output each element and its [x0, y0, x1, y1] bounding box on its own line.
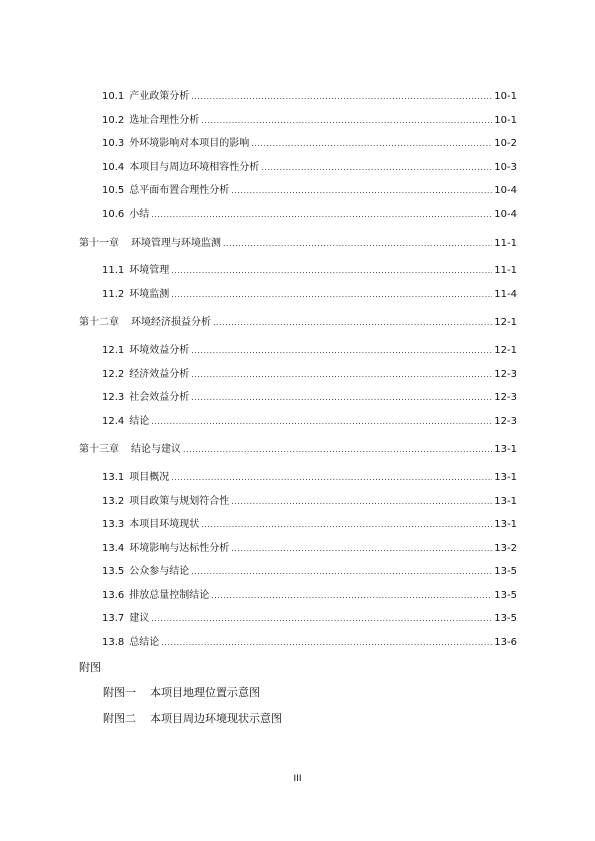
toc-section-entry[interactable]	[79, 262, 517, 286]
toc-entry-number: 10.1	[102, 91, 125, 102]
toc-entry-title: 项目政策与规划符合性	[129, 495, 230, 507]
appendix-item-label: 附图二	[103, 711, 136, 725]
toc-dot-leader	[231, 182, 492, 200]
appendix-item-title: 本项目地理位置示意图	[150, 685, 260, 699]
toc-entry-page: 13-1	[494, 444, 517, 456]
toc-section-entry[interactable]	[79, 634, 517, 658]
toc-section-entry[interactable]	[79, 182, 517, 206]
toc-entry-number: 13.1	[102, 471, 125, 483]
toc-entry-number: 13.8	[102, 637, 125, 649]
appendix-item[interactable]	[79, 680, 517, 706]
toc-entry-page: 13-1	[494, 519, 517, 531]
toc-entry-title: 经济效益分析	[129, 368, 190, 380]
appendix-item[interactable]	[79, 706, 517, 732]
toc-entry-number: 13.4	[102, 542, 125, 554]
toc-section-entry[interactable]	[79, 516, 517, 540]
toc-entry-title: 公众参与结论	[129, 566, 190, 578]
toc-dot-leader	[191, 366, 492, 384]
toc-entry-number: 10.4	[102, 161, 125, 173]
toc-entry-number: 13.7	[102, 613, 125, 625]
toc-entry-title: 环境影响与达标性分析	[129, 542, 230, 554]
toc-entry-title: 本项目与周边环境相容性分析	[129, 161, 260, 173]
toc-entry-number: 10.6	[102, 208, 125, 220]
toc-entry-number: 11.2	[102, 288, 125, 300]
toc-entry-page: 11-1	[494, 265, 517, 277]
toc-dot-leader	[171, 469, 492, 487]
toc-dot-leader	[171, 262, 492, 280]
toc-section-entry[interactable]	[79, 469, 517, 493]
toc-entry-title: 结论与建议	[131, 444, 181, 456]
toc-entry-number: 13.6	[102, 589, 125, 601]
toc-entry-page: 13-5	[494, 613, 517, 625]
toc-entry-title: 环境经济损益分析	[131, 317, 211, 329]
toc-entry-title: 社会效益分析	[129, 392, 190, 404]
toc-entry-number: 10.3	[102, 138, 125, 150]
toc-chapter-entry[interactable]	[79, 235, 517, 259]
appendix-item-title: 本项目周边环境现状示意图	[150, 711, 282, 725]
toc-section-entry[interactable]	[79, 88, 517, 112]
toc-section-entry[interactable]	[79, 112, 517, 136]
toc-entry-number: 第十二章	[79, 317, 119, 329]
toc-entry-page: 12-3	[494, 368, 517, 380]
toc-entry-title: 环境效益分析	[129, 344, 190, 356]
toc-entry-number: 第十三章	[79, 444, 119, 456]
toc-entry-title: 产业政策分析	[129, 91, 190, 102]
toc-section-entry[interactable]	[79, 563, 517, 587]
toc-section-entry[interactable]	[79, 135, 517, 159]
toc-entry-title: 环境管理	[129, 265, 170, 277]
toc-section-entry[interactable]	[79, 610, 517, 634]
toc-entry-title: 环境管理与环境监测	[131, 237, 221, 249]
toc-entry-page: 13-5	[494, 566, 517, 578]
toc-section-entry[interactable]	[79, 493, 517, 517]
toc-entry-page: 10-2	[494, 138, 517, 150]
toc-entry-page: 10-4	[494, 185, 517, 197]
toc-dot-leader	[191, 389, 492, 407]
toc-entry-number: 10.5	[102, 185, 125, 197]
toc-entry-number: 12.4	[102, 415, 125, 427]
toc-section-entry[interactable]	[79, 587, 517, 611]
toc-dot-leader	[161, 634, 492, 652]
toc-entry-number: 11.1	[102, 265, 125, 277]
toc-entry-page: 10-1	[494, 91, 517, 102]
appendix-heading: 附图	[79, 660, 101, 674]
toc-dot-leader	[183, 441, 492, 459]
page-number: III	[293, 774, 302, 784]
toc-dot-leader	[191, 88, 492, 106]
toc-dot-leader	[223, 235, 492, 253]
toc-dot-leader	[191, 342, 492, 360]
toc-entry-title: 环境监测	[129, 288, 170, 300]
toc-section-entry[interactable]	[79, 389, 517, 413]
toc-entry-title: 建议	[129, 613, 150, 625]
toc-dot-leader	[213, 314, 492, 332]
toc-entry-title: 小结	[129, 208, 150, 220]
appendix-list	[79, 680, 517, 732]
toc-section-entry[interactable]	[79, 286, 517, 310]
toc-dot-leader	[191, 563, 492, 581]
toc-chapter-entry[interactable]	[79, 441, 517, 465]
table-of-contents	[79, 88, 517, 732]
toc-entry-page: 13-5	[494, 589, 517, 601]
toc-entry-page: 13-6	[494, 637, 517, 649]
toc-section-entry[interactable]	[79, 206, 517, 230]
toc-dot-leader	[151, 413, 492, 431]
toc-entry-title: 选址合理性分析	[129, 114, 200, 126]
toc-entry-number: 第十一章	[79, 237, 119, 249]
toc-entry-page: 13-2	[494, 542, 517, 554]
toc-entry-title: 本项目环境现状	[129, 519, 200, 531]
toc-entry-page: 10-1	[494, 114, 517, 126]
toc-entry-title: 排放总量控制结论	[129, 589, 210, 601]
toc-dot-leader	[171, 286, 492, 304]
toc-entry-page: 10-3	[494, 161, 517, 173]
appendix-item-label: 附图一	[103, 685, 136, 699]
toc-entry-title: 结论	[129, 415, 150, 427]
toc-dot-leader	[151, 206, 492, 224]
toc-entry-number: 13.3	[102, 519, 125, 531]
toc-entry-title: 总平面布置合理性分析	[129, 185, 230, 197]
toc-section-entry[interactable]	[79, 159, 517, 183]
toc-entry-page: 11-1	[494, 237, 517, 249]
toc-entry-number: 12.1	[102, 344, 125, 356]
toc-entry-title: 外环境影响对本项目的影响	[129, 138, 250, 150]
toc-section-entry[interactable]	[79, 366, 517, 390]
toc-section-entry[interactable]	[79, 540, 517, 564]
toc-entry-page: 12-3	[494, 392, 517, 404]
toc-entry-page: 13-1	[494, 471, 517, 483]
toc-section-entry[interactable]	[79, 342, 517, 366]
toc-entry-title: 项目概况	[129, 471, 170, 483]
toc-section-entry[interactable]	[79, 413, 517, 437]
toc-entry-page: 13-1	[494, 495, 517, 507]
toc-dot-leader	[211, 587, 492, 605]
toc-entries	[79, 88, 517, 658]
toc-entry-number: 12.3	[102, 392, 125, 404]
toc-entry-number: 13.5	[102, 566, 125, 578]
toc-entry-number: 10.2	[102, 114, 125, 126]
toc-entry-number: 13.2	[102, 495, 125, 507]
toc-dot-leader	[231, 540, 492, 558]
toc-dot-leader	[261, 159, 492, 177]
toc-chapter-entry[interactable]	[79, 314, 517, 338]
toc-entry-title: 总结论	[129, 637, 160, 649]
toc-entry-page: 11-4	[494, 288, 517, 300]
toc-dot-leader	[251, 135, 492, 153]
toc-entry-page: 10-4	[494, 208, 517, 220]
toc-entry-number: 12.2	[102, 368, 125, 380]
toc-dot-leader	[201, 112, 492, 130]
toc-dot-leader	[231, 493, 492, 511]
toc-entry-page: 12-3	[494, 415, 517, 427]
toc-dot-leader	[201, 516, 492, 534]
toc-entry-page: 12-1	[494, 317, 517, 329]
toc-dot-leader	[151, 610, 492, 628]
toc-entry-page: 12-1	[494, 344, 517, 356]
